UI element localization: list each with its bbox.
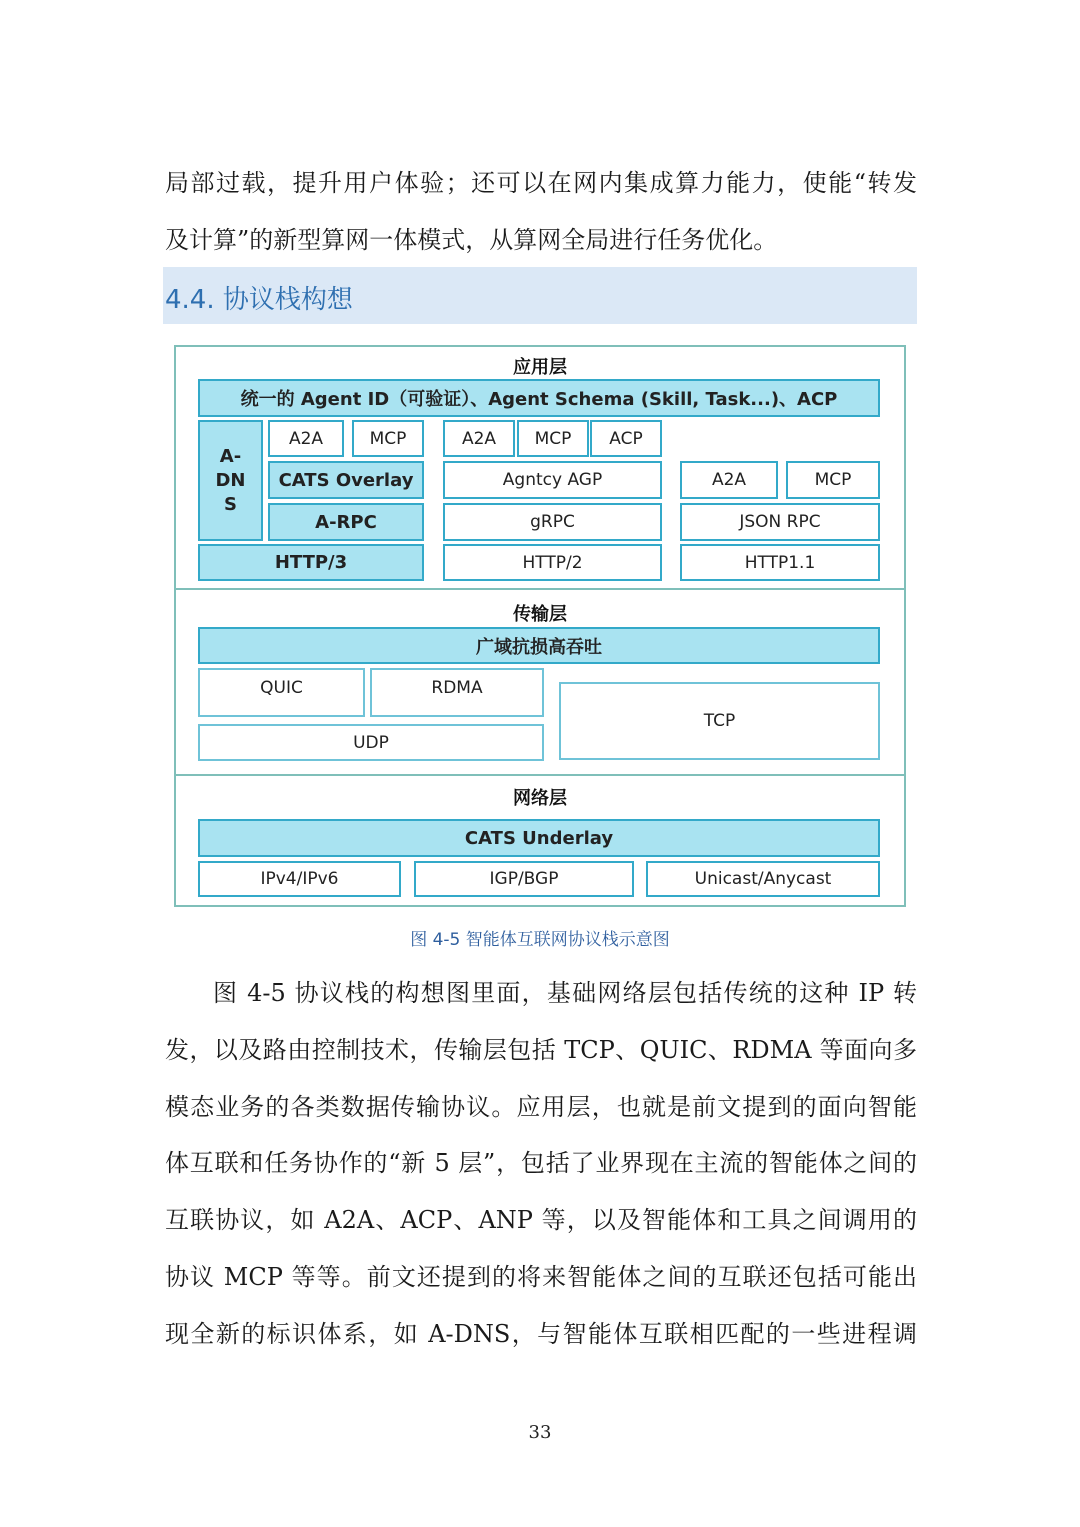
body-line: 协议 MCP 等等。前文还提到的将来智能体之间的互联还包括可能出 <box>165 1262 917 1291</box>
intro-line: 局部过载，提升用户体验；还可以在网内集成算力能力，使能“转发 <box>165 169 917 197</box>
cats-underlay-bar: CATS Underlay <box>198 819 880 857</box>
rdma-box: RDMA <box>370 668 544 717</box>
figure-caption: 图 4-5 智能体互联网协议栈示意图 <box>410 930 670 950</box>
section-heading-text: 4.4. 协议栈构想 <box>165 285 353 315</box>
http2-box: HTTP/2 <box>443 544 662 581</box>
adns-box: A- DN S <box>198 420 263 541</box>
application-layer-title: 应用层 <box>513 357 567 378</box>
mid-mcp-box: MCP <box>517 420 589 457</box>
left-mcp-box: MCP <box>352 420 424 457</box>
unified-agent-bar: 统一的 Agent ID（可验证）、Agent Schema (Skill, Task...)、ACP <box>198 379 880 417</box>
network-layer-title: 网络层 <box>513 788 567 809</box>
body-paragraph <box>165 965 917 1363</box>
body-line: 现全新的标识体系，如 A-DNS，与智能体互联相匹配的一些进程调 <box>165 1319 917 1348</box>
agntcy-agp-box: Agntcy AGP <box>443 461 662 499</box>
cats-overlay-box: CATS Overlay <box>268 461 424 499</box>
http11-box: HTTP1.1 <box>680 544 880 581</box>
layer-divider <box>176 588 904 590</box>
page-number: 33 <box>528 1422 552 1443</box>
body-line: 模态业务的各类数据传输协议。应用层，也就是前文提到的面向智能 <box>165 1092 917 1121</box>
mid-acp-box: ACP <box>590 420 662 457</box>
quic-box: QUIC <box>198 668 365 717</box>
body-line: 发，以及路由控制技术，传输层包括 TCP、QUIC、RDMA 等面向多 <box>165 1035 917 1064</box>
intro-paragraph <box>165 155 917 269</box>
protocol-stack-diagram <box>174 345 906 907</box>
left-a2a-box: A2A <box>268 420 344 457</box>
ipv4-ipv6-box: IPv4/IPv6 <box>198 861 401 897</box>
wide-area-bar: 广域抗损高吞吐 <box>198 627 880 664</box>
intro-line: 及计算”的新型算网一体模式，从算网全局进行任务优化。 <box>165 225 778 254</box>
right-a2a-box: A2A <box>680 461 778 499</box>
transport-layer-title: 传输层 <box>513 604 567 625</box>
a-rpc-box: A-RPC <box>268 503 424 541</box>
grpc-box: gRPC <box>443 503 662 541</box>
udp-box: UDP <box>198 724 544 761</box>
body-line: 体互联和任务协作的“新 5 层”，包括了业界现在主流的智能体之间的 <box>165 1149 917 1178</box>
unicast-anycast-box: Unicast/Anycast <box>646 861 880 897</box>
igp-bgp-box: IGP/BGP <box>414 861 634 897</box>
section-heading <box>163 267 917 324</box>
json-rpc-box: JSON RPC <box>680 503 880 541</box>
right-mcp-box: MCP <box>786 461 880 499</box>
tcp-box: TCP <box>559 682 880 760</box>
body-line: 图 4-5 协议栈的构想图里面，基础网络层包括传统的这种 IP 转 <box>213 979 917 1007</box>
mid-a2a-box: A2A <box>443 420 515 457</box>
layer-divider <box>176 774 904 776</box>
http3-box: HTTP/3 <box>198 544 424 581</box>
body-line: 互联协议，如 A2A、ACP、ANP 等，以及智能体和工具之间调用的 <box>165 1206 917 1235</box>
